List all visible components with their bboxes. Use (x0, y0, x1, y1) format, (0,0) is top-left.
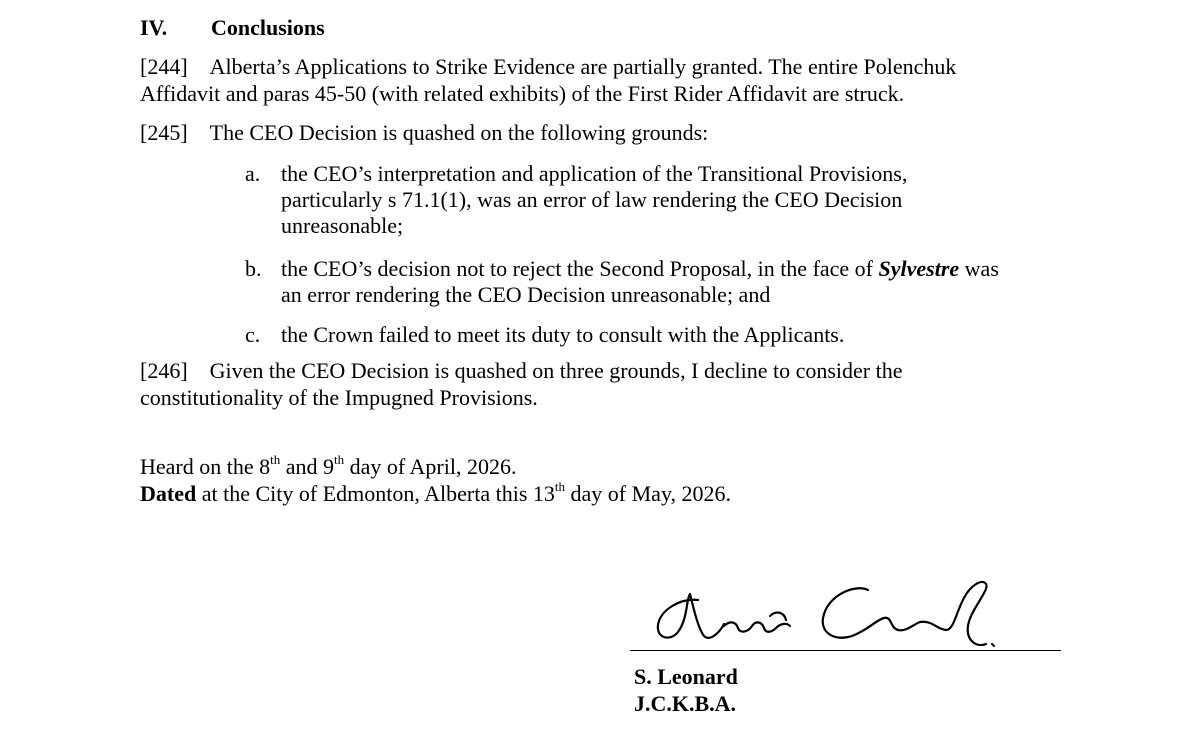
list-item-a-line-3: unreasonable; (281, 213, 404, 238)
dated-line (140, 478, 732, 507)
list-item-b-line-2: an error rendering the CEO Decision unreasonable; and (281, 282, 771, 307)
paragraph-244-line-2: Affidavit and paras 45-50 (with related exhibits) of the First Rider Affidavit are struck. (140, 81, 905, 106)
handwritten-signature (620, 570, 1065, 660)
list-item-c-letter: c. (245, 322, 261, 347)
heard-suffix: day of April, 2026. (344, 454, 517, 479)
list-item-b-letter: b. (245, 256, 262, 281)
list-item-a-line-2: particularly s 71.1(1), was an error of law rendering the CEO Decision (281, 187, 903, 212)
signature-drawing (620, 570, 1065, 660)
heard-sup-2: th (334, 451, 345, 467)
signer-title: J.C.K.B.A. (634, 691, 737, 716)
paragraph-246-line-2: constitutionality of the Impugned Provisions. (140, 385, 538, 410)
list-item-a-line-1: the CEO’s interpretation and application of the Transitional Provisions, (281, 161, 908, 186)
dated-sup: th (554, 478, 566, 494)
section-title: Conclusions (211, 15, 325, 40)
heard-sup-1: th (270, 451, 281, 467)
heard-prefix: Heard on the 8 (140, 454, 271, 479)
signer-name: S. Leonard (634, 664, 738, 689)
list-item-a-letter: a. (245, 161, 261, 186)
dated-suffix: day of May, 2026. (565, 481, 732, 506)
dated-prefix: at the City of Edmonton, Alberta this 13 (196, 481, 555, 506)
paragraph-245-intro: [245] The CEO Decision is quashed on the following grounds: (140, 120, 709, 145)
list-item-b-text-before: the CEO’s decision not to reject the Second Proposal, in the face of (281, 256, 879, 281)
heard-date-line (140, 451, 517, 480)
paragraph-244-line-1: [244] Alberta’s Applications to Strike Evidence are partially granted. The entire Polenchuk (140, 54, 957, 79)
case-name-sylvestre: Sylvestre (878, 256, 960, 281)
list-item-c-line-1: the Crown failed to meet its duty to consult with the Applicants. (281, 322, 845, 347)
list-item-b-text-after: was (959, 256, 999, 281)
list-item-b-line-1 (281, 256, 999, 282)
section-number: IV. (140, 15, 168, 40)
signature-line (630, 650, 1061, 651)
paragraph-246-line-1: [246] Given the CEO Decision is quashed on three grounds, I decline to consider the (140, 358, 903, 383)
heard-middle: and 9 (280, 454, 335, 479)
dated-label: Dated (140, 481, 197, 506)
